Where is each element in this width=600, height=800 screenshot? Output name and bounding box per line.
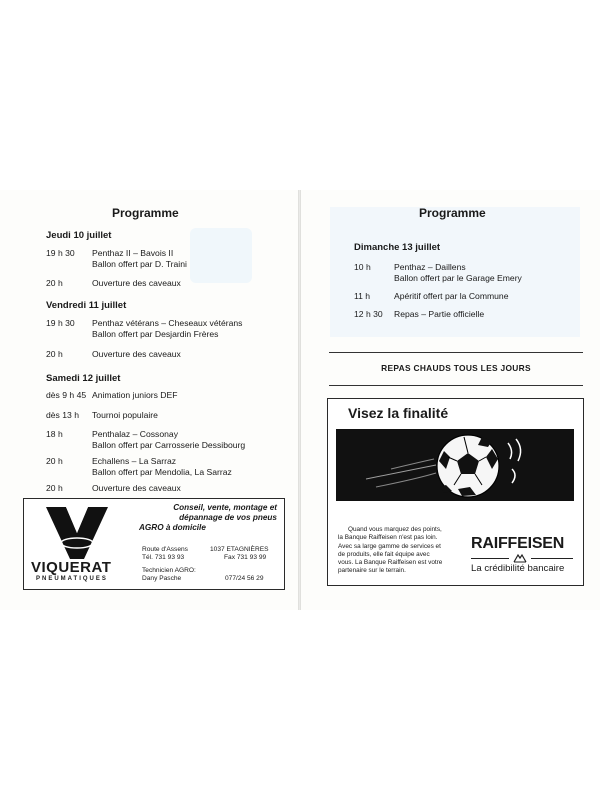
banner-bottom-rule (329, 385, 583, 386)
event-row (354, 262, 579, 284)
raiffeisen-rule-right (531, 558, 573, 559)
event-line: Penthaz II – Bavois II (92, 248, 174, 258)
event-line: Ballon offert par le Garage Emery (394, 272, 522, 283)
slogan-line: Conseil, vente, montage et (173, 503, 277, 512)
raiffeisen-ad (327, 398, 584, 586)
event-line: Ouverture des caveaux (92, 349, 181, 359)
banner-top-rule (329, 352, 583, 353)
event-line: Repas – Partie officielle (394, 309, 485, 319)
event-time: 19 h 30 (46, 248, 75, 258)
day-label-friday: Vendredi 11 juillet (46, 300, 127, 311)
body-line: partenaire sur le terrain. (338, 567, 406, 575)
left-heading: Programme (112, 206, 179, 220)
soccer-ball-illustration (336, 429, 574, 501)
event-time: 11 h (354, 291, 371, 301)
event-row (354, 291, 579, 303)
event-line: Apéritif offert par la Commune (394, 291, 509, 301)
viquerat-slogan (139, 503, 277, 533)
viquerat-brand: VIQUERAT (31, 559, 112, 576)
body-line: la Banque Raiffeisen n'est pas loin. (338, 534, 438, 542)
event-time: dès 9 h 45 (46, 390, 87, 400)
event-row (46, 410, 286, 422)
raiffeisen-body (338, 526, 470, 576)
day-label-thursday: Jeudi 10 juillet (46, 230, 112, 241)
right-heading: Programme (419, 206, 486, 220)
event-time: 19 h 30 (46, 318, 75, 328)
event-row (46, 278, 286, 290)
event-row (46, 349, 286, 361)
day-label-sunday: Dimanche 13 juillet (354, 242, 441, 253)
event-time: 20 h (46, 483, 63, 493)
raiffeisen-rule-left (471, 558, 509, 559)
viquerat-logo-icon (42, 503, 112, 561)
event-line: Penthalaz – Cossonay (92, 429, 178, 439)
raiffeisen-emblem-icon (513, 553, 527, 563)
event-time: dès 13 h (46, 410, 79, 420)
body-line: vous. La Banque Raiffeisen est votre (338, 559, 443, 567)
event-line: Echallens – La Sarraz (92, 456, 177, 466)
event-line: Tournoi populaire (92, 410, 158, 420)
body-line: Quand vous marquez des points, (348, 526, 442, 533)
event-line: Ouverture des caveaux (92, 278, 181, 288)
raiffeisen-tagline: La crédibilité bancaire (471, 563, 565, 574)
event-row (46, 429, 286, 451)
event-time: 10 h (354, 262, 371, 272)
day-label-saturday: Samedi 12 juillet (46, 373, 121, 384)
viquerat-ad (23, 498, 285, 590)
event-line: Ballon offert par D. Traini (92, 258, 187, 269)
body-line: de produits, elle fait équipe avec (338, 550, 430, 558)
slogan-line: dépannage de vos pneus (179, 513, 277, 522)
event-line: Ballon offert par Carrosserie Dessibourg (92, 439, 246, 450)
event-time: 20 h (46, 456, 63, 466)
meals-banner: REPAS CHAUDS TOUS LES JOURS (381, 363, 531, 373)
viquerat-tech-phone: 077/24 56 29 (225, 575, 264, 582)
viquerat-fax: Fax 731 93 99 (224, 554, 267, 561)
raiffeisen-headline: Visez la finalité (348, 405, 449, 421)
viquerat-tel: Tél. 731 93 93 (142, 554, 185, 561)
event-line: Animation juniors DEF (92, 390, 178, 400)
event-time: 20 h (46, 278, 63, 288)
event-line: Penthaz vétérans – Cheseaux vétérans (92, 318, 243, 328)
event-row (46, 483, 286, 495)
slogan-line: AGRO à domicile (139, 523, 206, 532)
event-row (46, 248, 286, 270)
viquerat-tech-label: Technicien AGRO: (142, 567, 196, 574)
viquerat-tech-name: Dany Pasche (142, 575, 182, 582)
body-line: Avec sa large gamme de services et (338, 542, 441, 550)
event-line: Ballon offert par Desjardin Frères (92, 328, 219, 339)
event-row (46, 456, 286, 478)
event-time: 20 h (46, 349, 63, 359)
raiffeisen-brand: RAIFFEISEN (471, 535, 565, 552)
event-row (354, 309, 579, 321)
event-line: Penthaz – Daillens (394, 262, 466, 272)
event-time: 12 h 30 (354, 309, 383, 319)
event-row (46, 318, 286, 340)
event-line: Ouverture des caveaux (92, 483, 181, 493)
viquerat-subbrand: PNEUMATIQUES (36, 576, 108, 582)
viquerat-street: Route d'Assens (142, 546, 188, 553)
event-row (46, 390, 286, 402)
viquerat-city: 1037 ETAGNIÈRES (210, 546, 269, 553)
event-time: 18 h (46, 429, 63, 439)
event-line: Ballon offert par Mendolia, La Sarraz (92, 466, 232, 477)
